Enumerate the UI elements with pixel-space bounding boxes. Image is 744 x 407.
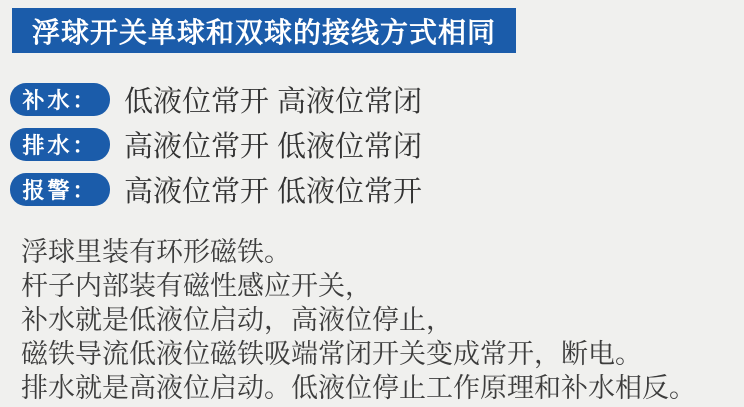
row-water-supply: [10, 83, 422, 116]
paragraph-line: 磁铁导流低液位磁铁吸端常闭开关变成常开，断电。: [21, 339, 642, 369]
title-banner: [12, 8, 516, 53]
paragraph-line: 杆子内部装有磁性感应开关，: [21, 271, 372, 301]
wiring-rows: [10, 83, 422, 218]
alarm-badge: 报警：: [10, 173, 110, 206]
row-drainage: [10, 128, 422, 161]
water-supply-text: 低液位常开 高液位常闭: [124, 86, 423, 118]
page-title: 浮球开关单球和双球的接线方式相同: [31, 16, 496, 48]
row-alarm: [10, 173, 422, 206]
paragraph-line: 浮球里装有环形磁铁。: [21, 237, 291, 267]
water-supply-badge: 补水：: [10, 83, 110, 116]
paragraph-line: 补水就是低液位启动，高液位停止，: [21, 305, 453, 335]
explanation-paragraph: [21, 235, 696, 405]
paragraph-line: 排水就是高液位启动。低液位停止工作原理和补水相反。: [21, 373, 696, 403]
drainage-text: 高液位常开 低液位常闭: [124, 131, 423, 163]
drainage-badge: 排水：: [10, 128, 110, 161]
alarm-text: 高液位常开 低液位常开: [124, 176, 423, 208]
